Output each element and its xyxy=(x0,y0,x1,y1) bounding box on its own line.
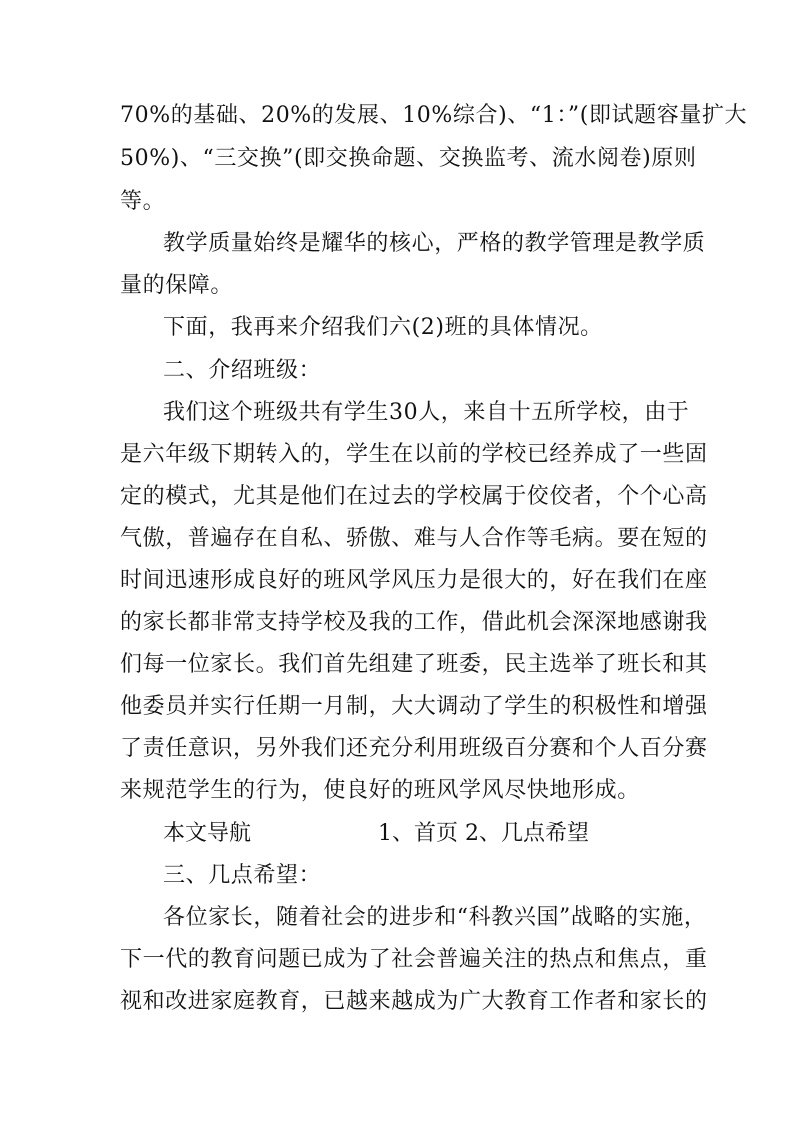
paragraph-line: 等。 xyxy=(120,189,166,214)
paragraph-line: 教学质量始终是耀华的核心，严格的教学管理是教学质 xyxy=(163,231,706,256)
paragraph-line: 各位家长，随着社会的进步和“科教兴国”战略的实施， xyxy=(163,905,707,930)
paragraph-line: 了责任意识，另外我们还充分利用班级百分赛和个人百分赛 xyxy=(120,736,708,761)
paragraph-line: 是六年级下期转入的，学生在以前的学校已经养成了一些固 xyxy=(120,442,708,467)
paragraph-line: 下面，我再来介绍我们六(2)班的具体情况。 xyxy=(163,315,603,340)
paragraph-line: 量的保障。 xyxy=(120,273,234,298)
section-heading: 二、介绍班级： xyxy=(163,358,322,383)
paragraph-line: 气傲，普遍存在自私、骄傲、难与人合作等毛病。要在短的 xyxy=(120,526,708,551)
paragraph-line: 的家长都非常支持学校及我的工作，借此机会深深地感谢我 xyxy=(120,610,708,635)
paragraph-line: 50%)、“三交换”(即交换命题、交换监考、流水阅卷)原则 xyxy=(120,146,697,171)
nav-link-hopes[interactable]: 2、几点希望 xyxy=(465,821,589,846)
paragraph-line: 视和改进家庭教育，已越来越成为广大教育工作者和家长的 xyxy=(120,989,708,1014)
paragraph-line: 来规范学生的行为，使良好的班风学风尽快地形成。 xyxy=(120,778,640,803)
paragraph-line: 他委员并实行任期一月制，大大调动了学生的积极性和增强 xyxy=(120,694,708,719)
paragraph-line: 时间迅速形成良好的班风学风压力是很大的，好在我们在座 xyxy=(120,568,708,593)
paragraph-line: 定的模式，尤其是他们在过去的学校属于佼佼者，个个心高 xyxy=(120,484,708,509)
section-heading: 三、几点希望： xyxy=(163,863,322,888)
paragraph-line: 们每一位家长。我们首先组建了班委，民主选举了班长和其 xyxy=(120,652,708,677)
nav-links xyxy=(378,819,589,849)
paragraph-line: 下一代的教育问题已成为了社会普遍关注的热点和焦点，重 xyxy=(120,947,708,972)
nav-label: 本文导航 xyxy=(163,821,252,846)
nav-link-home[interactable]: 1、首页 xyxy=(378,821,458,846)
paragraph-line: 70%的基础、20%的发展、10%综合)、“1：”(即试题容量扩大 xyxy=(120,103,748,128)
paragraph-line: 我们这个班级共有学生30人，来自十五所学校，由于 xyxy=(163,400,690,425)
